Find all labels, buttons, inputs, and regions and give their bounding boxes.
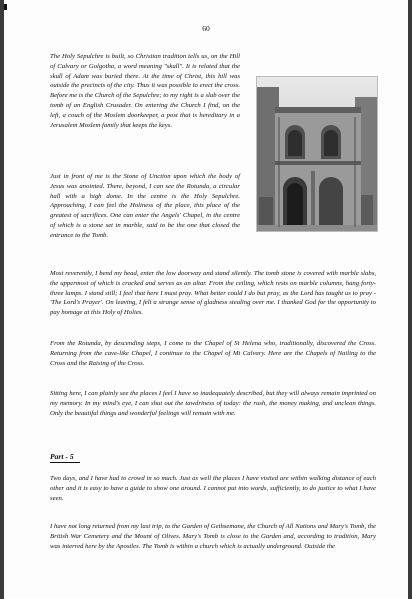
section-heading: Part - 5 [50,452,80,463]
paragraph-1: The Holy Sepulchre is built, so Christian tradition tells us, on the Hill of Calvary or Golgotha, a word meaning "skull". It is related that the skull of Adam was buried there. At the time of Christ, this hill was outside the precincts of the city. Thus it was possible to erect the cross. Before me is the Church of the Sepulchre; to my right is a slab over the tomb of an English Crusader. On entering the Church I find, on the left, a couch of the Moslem doorkeeper, a post that is hereditary in a Jerusalem Moslem family that keeps the keys. [50,53,240,129]
page-number: 60 [202,24,210,33]
paragraph-5: Sitting here, I can plainly see the places I feel I have so inadequately described, but they will always remain imprinted on my memory. In my mind's eye, I can shut out the tawdriness of today: the rush, the money making, and unclean things. Only the beautiful things and wonderful feelings will remain with me. [50,390,376,417]
paragraph-2: Just in front of me is the Stone of Unction upon which the body of Jesus was anointed. There, beyond, I can see the Rotunda, a circular hall with a high dome. In the centre is the Holy Sepulchre. Approaching, I can feel the Holiness of the place, this place of the greatest of sacrifices. One can enter the Angels' Chapel, in the centre of which is a stone set in marble, said to be the one that closed the entrance to the Tomb. [50,173,240,239]
paragraph-3: Most reverently, I bend my head, enter the low doorway and stand silently. The tomb stone is covered with marble slabs, the uppermost of which is cracked and serves as an altar. From the ceiling, which rests on marble columns, hang forty-three lamps. I stand still; I feel that here I must pray. What better could I do but pray, as the Lord has taught us to pray - 'The Lord's Prayer'. On leaving, I felt a strange sense of gladness stealing over me. I thanked God for the opportunity to pay homage at this Holy of Holies. [50,270,376,317]
scan-mark [4,4,7,10]
church-facade-photo [256,76,378,232]
document-page [4,0,408,599]
paragraph-6: Two days, and I have had to crowd in so much. Just as well the places I have visited are within walking distance of each other and it is easy to have a guide to show one around. I cannot put into words, sufficiently, to do justice to what I have seen. [50,475,376,502]
paragraph-4: From the Rotunda, by descending steps, I come to the Chapel of St Helena who, traditionally, discovered the Cross. Returning from the cave-like Chapel, I continue to the Chapel of Mt Calvary. Here are the Chapels of Nailing to the Cross and the Raising of the Cross. [50,340,376,367]
paragraph-7: I have not long returned from my last trip, to the Garden of Gethsemane, the Church of All Nations and Mary's Tomb, the British War Cemetery and the Mount of Olives. Mary's Tomb is close to the Garden and, according to tradition, Mary was interred here by the Apostles. The Tomb is within a church which is actually underground. Outside the [50,523,376,550]
